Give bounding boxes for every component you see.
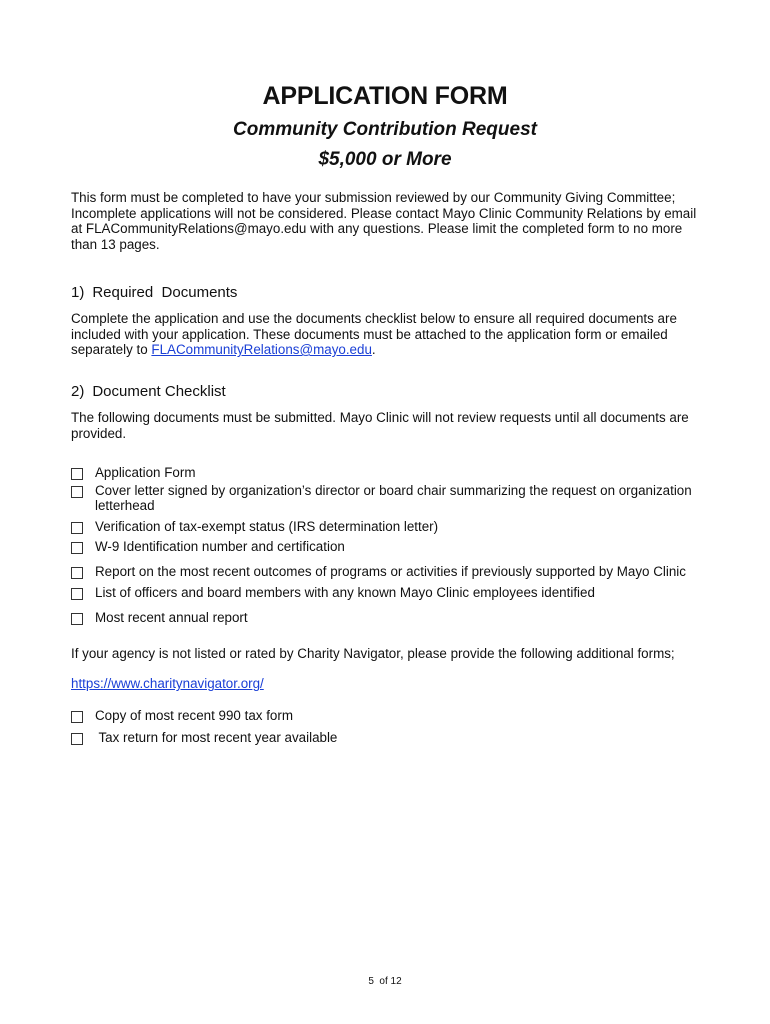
checklist-item [71, 585, 711, 601]
checklist-item-label: Application Form [95, 465, 196, 480]
checkbox[interactable] [71, 486, 83, 498]
checklist-item [71, 730, 711, 746]
section-2-heading [71, 383, 226, 400]
page-number: 5 of 12 [368, 976, 402, 987]
checkbox[interactable] [71, 613, 83, 625]
checklist-item [71, 564, 711, 580]
checkbox[interactable] [71, 567, 83, 579]
section-1-number: 1) [71, 284, 85, 301]
required-documents-text: Complete the application and use the documents checklist below to ensure all required documents are included with your application. These documents must be attached to the application form or emailed separately to [71, 311, 677, 357]
required-documents-text-end: . [371, 342, 376, 357]
checkbox[interactable] [71, 588, 83, 600]
checklist-item-label: Report on the most recent outcomes of programs or activities if previously supported by Mayo Clinic [95, 563, 686, 579]
checklist-item [71, 708, 711, 724]
additional-checklist [71, 708, 711, 745]
checklist-item [71, 610, 711, 626]
intro-paragraph: This form must be completed to have your submission reviewed by our Community Giving Committee; Incomplete applications will not be considered. Please contact Mayo Clinic Community Relations by email at FLACommunityRelations@mayo.edu with any questions. Please limit the completed form to no more than 13 pages. [71, 190, 697, 252]
page-title: APPLICATION FORM [262, 82, 508, 110]
page-subtitle: Community Contribution Request [233, 119, 537, 140]
section-1-heading [71, 284, 237, 301]
checklist-item-label: Most recent annual report [95, 609, 248, 625]
amount-threshold: $5,000 or More [318, 149, 452, 170]
checkbox[interactable] [71, 468, 83, 480]
checklist-item [71, 539, 711, 555]
checklist-item [71, 519, 711, 535]
checklist-item-label: Copy of most recent 990 tax form [95, 708, 293, 723]
checkbox[interactable] [71, 733, 83, 745]
checkbox[interactable] [71, 711, 83, 723]
section-2-title: Document Checklist [92, 383, 226, 400]
checklist-item-label: Verification of tax-exempt status (IRS determination letter) [95, 518, 439, 534]
section-1-title: Required Documents [92, 284, 238, 301]
email-link[interactable]: FLACommunityRelations@mayo.edu [151, 342, 372, 357]
checklist-item-label: Cover letter signed by organization’s director or board chair summarizing the request on organization letterhead [95, 482, 692, 513]
checklist-item-label: List of officers and board members with any known Mayo Clinic employees identified [95, 585, 595, 600]
checkbox[interactable] [71, 522, 83, 534]
checklist-item-label: W-9 Identification number and certification [95, 539, 345, 554]
section-2-number: 2) [71, 383, 85, 400]
required-documents-paragraph [71, 311, 701, 358]
document-checklist [71, 465, 711, 625]
checklist-item [71, 465, 711, 481]
additional-forms-note: If your agency is not listed or rated by Charity Navigator, please provide the following additional forms; [71, 646, 675, 661]
checklist-intro: The following documents must be submitted. Mayo Clinic will not review requests until all documents are provided. [71, 410, 689, 441]
checklist-item [71, 483, 711, 514]
checklist-item-label: Tax return for most recent year available [95, 729, 338, 745]
checkbox[interactable] [71, 542, 83, 554]
charity-navigator-link[interactable]: https://www.charitynavigator.org/ [71, 676, 264, 691]
